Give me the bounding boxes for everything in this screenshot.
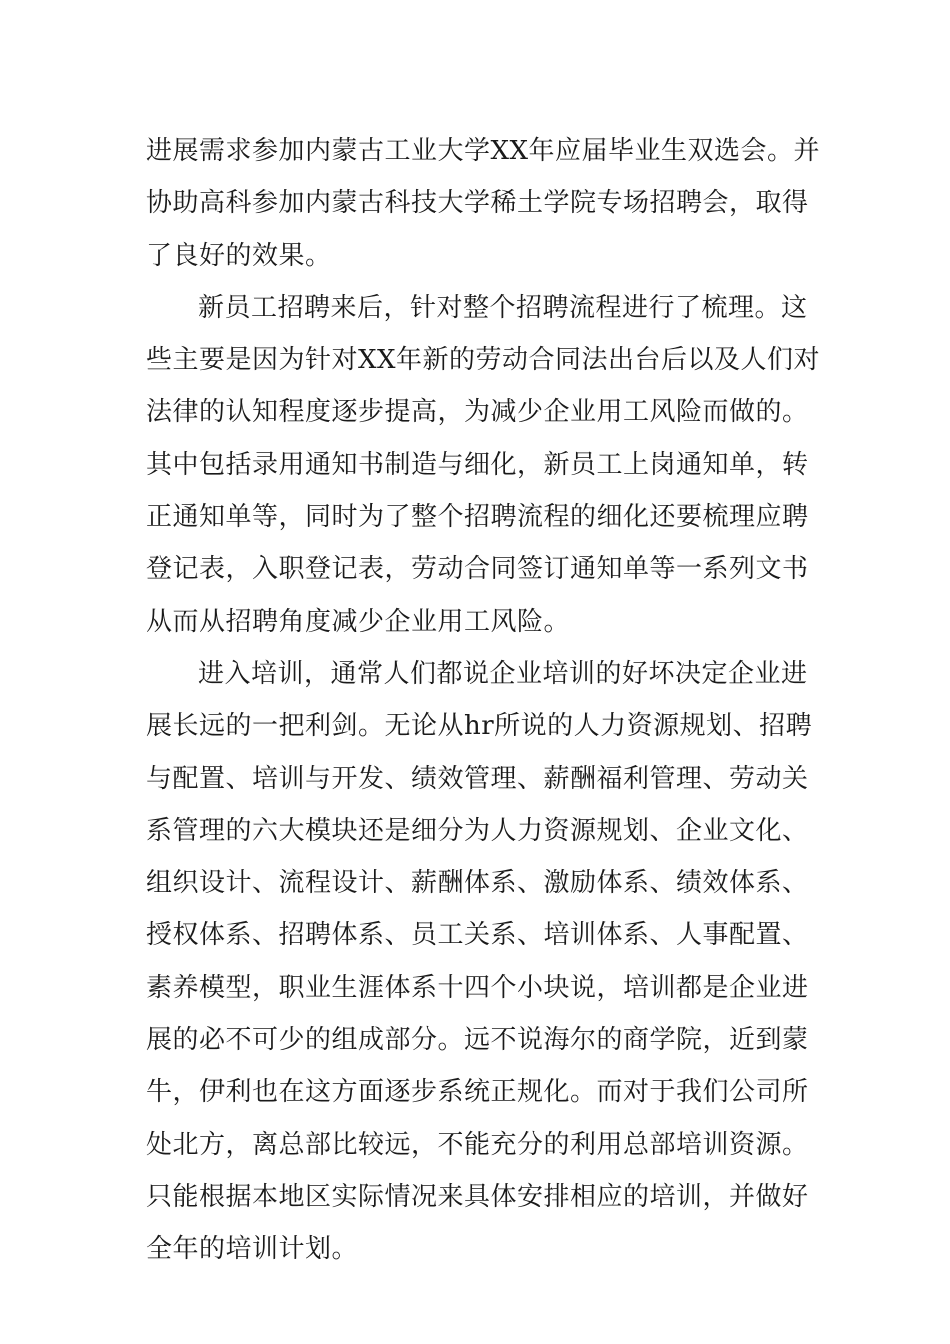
paragraph-3-line-7: 素养模型，职业生涯体系十四个小块说，培训都是企业进 (146, 972, 809, 1003)
paragraph-3-line-12: 全年的培训计划。 (146, 1234, 359, 1265)
paragraph-3-line-5: 组织设计、流程设计、薪酬体系、激励体系、绩效体系、 (146, 868, 809, 899)
paragraph-3-line-1: 进入培训，通常人们都说企业培训的好坏决定企业进 (198, 658, 808, 689)
paragraph-2-line-2: 些主要是因为针对XX年新的劳动合同法出台后以及人们对 (146, 345, 821, 376)
paragraph-1-line-1: 进展需求参加内蒙古工业大学XX年应届毕业生双选会。并 (146, 136, 821, 166)
paragraph-2-line-5: 正通知单等，同时为了整个招聘流程的细化还要梳理应聘 (146, 502, 809, 533)
paragraph-3-line-9: 牛，伊利也在这方面逐步系统正规化。而对于我们公司所 (146, 1077, 809, 1108)
paragraph-2-line-7: 从而从招聘角度减少企业用工风险。 (146, 606, 571, 637)
document-body (146, 125, 821, 1276)
paragraph-3-line-4: 系管理的六大模块还是细分为人力资源规划、企业文化、 (146, 815, 809, 846)
paragraph-2-line-6: 登记表，入职登记表，劳动合同签订通知单等一系列文书 (146, 554, 809, 585)
paragraph-1-line-3: 了良好的效果。 (146, 240, 332, 271)
paragraph-3-line-10: 处北方，离总部比较远，不能充分的利用总部培训资源。 (146, 1129, 809, 1160)
paragraph-3-line-8: 展的必不可少的组成部分。远不说海尔的商学院，近到蒙 (146, 1025, 809, 1056)
paragraph-1-line-2: 协助高科参加内蒙古科技大学稀土学院专场招聘会，取得 (146, 188, 809, 219)
paragraph-3-line-11: 只能根据本地区实际情况来具体安排相应的培训，并做好 (146, 1181, 809, 1212)
paragraph-3-line-3: 与配置、培训与开发、绩效管理、薪酬福利管理、劳动关 (146, 763, 809, 794)
paragraph-2-line-3: 法律的认知程度逐步提高，为减少企业用工风险而做的。 (146, 397, 809, 428)
paragraph-3-line-2: 展长远的一把利剑。无论从hr所说的人力资源规划、招聘 (146, 711, 813, 742)
paragraph-2-line-4: 其中包括录用通知书制造与细化，新员工上岗通知单，转 (146, 449, 809, 480)
paragraph-2-line-1: 新员工招聘来后，针对整个招聘流程进行了梳理。这 (198, 292, 808, 323)
paragraph-3-line-6: 授权体系、招聘体系、员工关系、培训体系、人事配置、 (146, 920, 809, 951)
